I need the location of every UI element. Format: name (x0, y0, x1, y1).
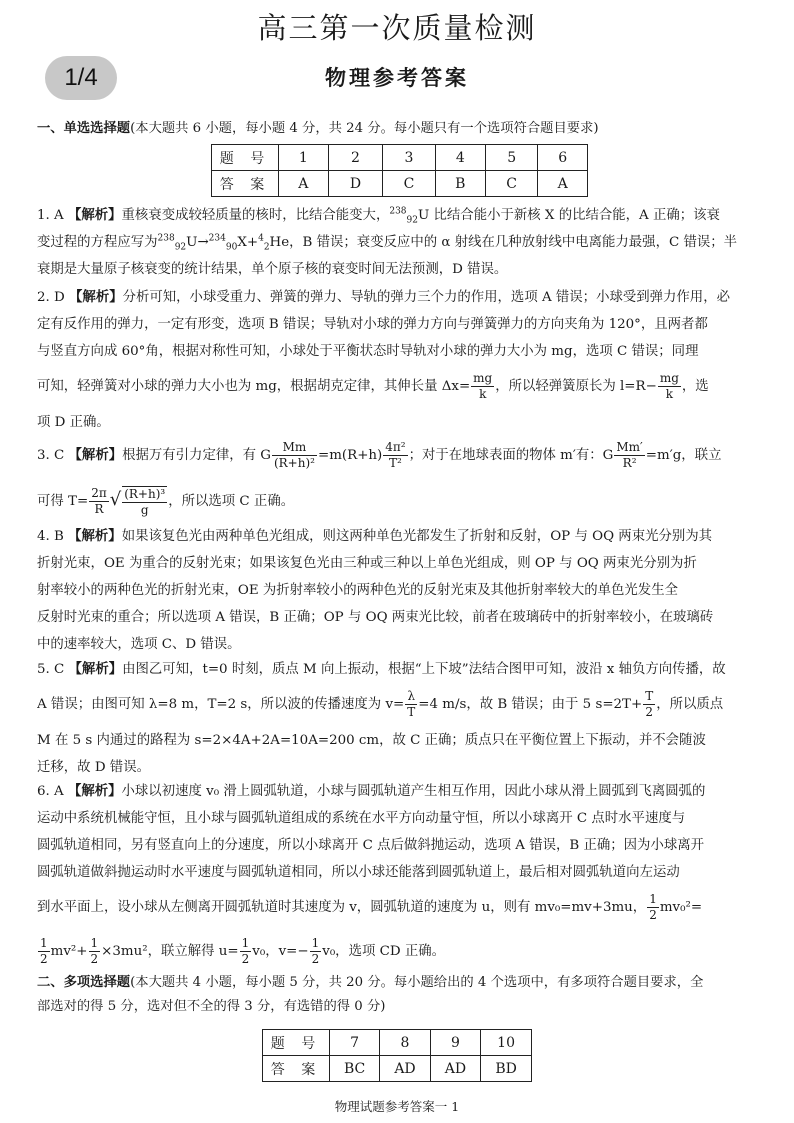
question-number: 2. D (37, 290, 65, 305)
fraction: $\frac{2\pi}{R}$ (91, 486, 107, 516)
fraction: $\frac{1}{2}$ (241, 936, 250, 966)
table-header-cell: 答 案 (263, 1056, 330, 1082)
answer-table-2 (262, 1029, 532, 1082)
analysis-label: 【解析】 (68, 662, 123, 677)
exam-title: 高三第一次质量检测 (257, 11, 537, 45)
section-2-desc: (本大题共 4 小题，每小题 5 分，共 20 分。每小题给出的 4 个选项中，有多项符合题目要求，全 (130, 975, 704, 990)
analysis-label: 【解析】 (67, 208, 122, 223)
table-cell: 4 (435, 145, 485, 171)
analysis-label: 【解析】 (68, 448, 123, 463)
table-header-cell: 题 号 (212, 145, 279, 171)
table-header-cell: 题 号 (263, 1030, 330, 1056)
table-cell: A (538, 171, 588, 197)
fraction: $\frac{\text{4π²}}{\text{T²}}$ (385, 440, 406, 470)
question-2: 2. D 【解析】分析可知，小球受重力、弹簧的弹力、导轨的弹力三个力的作用，选项 A 错误；小球受到弹力作用，必 定有反作用的弹力，一定有形变，选项 B 错误；导轨对小球的弹力方向与弹簧弹力的方向夹角为 120°，且两者都 与竖直方向成 60°角，根据对称性可知，小球处于平衡状态时导轨对小球的弹力大小为 mg，选项 C 错误；同理 可知，轻弹簧对小球的弹力大小也为 mg，根据胡克定律，其伸长量 Δx= $\frac{mg}{k}$ ，所以轻弹簧原长为 l=R− $\frac{mg}{k}$ ，选 项 D 正确。 (37, 284, 767, 436)
table-row (212, 171, 588, 197)
answer-table-1 (211, 144, 588, 197)
fraction: $\frac{Mm}{\text{(R+h)²}}$ (273, 440, 315, 470)
table-cell: AD (380, 1056, 430, 1082)
analysis-label: 【解析】 (68, 529, 122, 544)
table-cell: 3 (383, 145, 435, 171)
question-5: 5. C 【解析】由图乙可知，t=0 时刻，质点 M 向上振动，根据“上下坡”法结合图甲可知，波沿 x 轴负方向传播，故 A 错误；由图可知 λ=8 m，T=2 s，所以波的传播速度为 v= $\frac{\lambda}{T}$ =4 m/s，故 B 错误；由于 5 s=2T+ $\frac{T}{2}$ ，所以质点 M 在 5 s 内通过的路程为 s=2×4A+2A=10A=200 cm，故 C 正确；质点只在平衡位置上下振动，并不会随波 迁移，故 D 错误。 (37, 656, 767, 781)
question-number: 1. A (37, 208, 64, 223)
page-badge: 1/4 (45, 56, 117, 100)
fraction: $\frac{\lambda}{T}$ (407, 689, 416, 719)
page-footer: 物理试题参考答案一 1 (334, 1099, 460, 1114)
table-row (263, 1056, 532, 1082)
table-cell: A (279, 171, 329, 197)
table-cell: AD (430, 1056, 480, 1082)
fraction: $\frac{mg}{k}$ (473, 371, 493, 401)
fraction: $\frac{mg}{k}$ (659, 371, 679, 401)
table-cell: D (328, 171, 383, 197)
question-3: 3. C 【解析】根据万有引力定律，有 G $\frac{Mm}{\text{(R+h)²}}$ =m(R+h) $\frac{\text{4π²}}{\text{T²}}$ ；对于在地球表面的物体 m′有：G $\frac{Mm'}{\text{R²}}$ =m′g，联立 可得 T= $\frac{2\pi}{R}$ √ $\frac{\text{(R+h)³}}{g}$ ，所以选项 C 正确。 (37, 434, 767, 522)
section-2-desc-line2: 部选对的得 5 分，选对但不全的得 3 分，有选错的得 0 分) (37, 999, 386, 1014)
fraction: $\frac{1}{2}$ (40, 936, 48, 966)
analysis-label: 【解析】 (69, 290, 123, 305)
question-4: 4. B 【解析】如果该复色光由两种单色光组成，则这两种单色光都发生了折射和反射，OP 与 OQ 两束光分别为其 折射光束，OE 为重合的反射光束；如果该复色光由三种或三种以上单色光组成，则 OP 与 OQ 两束光分别为折 射率较小的两种色光的折射光束，OE 为折射率较小的两种色光的反射光束及其他折射率较大的单色光发生全 反射时光束的重合；所以选项 A 错误，B 正确；OP 与 OQ 两束光比较，前者在玻璃砖中的折射率较小，在玻璃砖 中的速率较大，选项 C、D 错误。 (37, 523, 767, 658)
table-row (263, 1030, 532, 1056)
section-1-title: 一、单选选择题 (37, 121, 131, 136)
fraction: $\frac{1}{2}$ (90, 936, 99, 966)
section-2-heading (37, 972, 767, 994)
question-1: 1. A 【解析】重核衰变成较轻质量的核时，比结合能变大，$^{238}_{92}$U 比结合能小于新核 X 的比结合能，A 正确；该衰 变过程的方程应写为$^{238}_{92}$U→$^{234}_{90}$X+$^4_2$He，B 错误；衰变反应中的 α 射线在几种放射线中电离能力最强，C 错误；半 衰期是大量原子核衰变的统计结果，单个原子核的衰变时间无法预测，D 错误。 (37, 202, 767, 283)
table-cell: BD (481, 1056, 532, 1082)
table-cell: 10 (481, 1030, 532, 1056)
table-cell: 6 (538, 145, 588, 171)
question-number: 6. A (37, 784, 64, 799)
table-cell: 5 (486, 145, 538, 171)
table-cell: B (435, 171, 485, 197)
table-cell: C (486, 171, 538, 197)
table-cell: 8 (380, 1030, 430, 1056)
table-cell: C (383, 171, 435, 197)
sqrt-sign: √ (109, 489, 122, 510)
fraction: $\frac{\text{(R+h)³}}{g}$ (124, 486, 166, 517)
fraction: $\frac{1}{2}$ (649, 892, 657, 922)
table-header-cell: 答 案 (212, 171, 279, 197)
question-6: 6. A 【解析】小球以初速度 v₀ 滑上圆弧轨道，小球与圆弧轨道产生相互作用，因此小球从滑上圆弧到飞离圆弧的 运动中系统机械能守恒，且小球与圆弧轨道组成的系统在水平方向动量守恒，所以小球离开 C 点时水平速度与 圆弧轨道相同，另有竖直向上的分速度，所以小球离开 C 点后做斜抛运动，选项 A 错误，B 正确；因为小球离开 圆弧轨道做斜抛运动时水平速度与圆弧轨道相同，所以小球还能落到圆弧轨道上，最后相对圆弧轨道向左运动 到水平面上，设小球从左侧离开圆弧轨道时其速度为 v，圆弧轨道的速度为 u，则有 mv₀=mv+3mu， $\frac{1}{2}$ mv₀²= $\frac{1}{2}$ mv²+ $\frac{1}{2}$ ×3mu²，联立解得 u= $\frac{1}{2}$ v₀，v=− $\frac{1}{2}$ v₀，选项 CD 正确。 (37, 778, 767, 974)
section-2-title: 二、多项选择题 (37, 975, 131, 990)
question-number: 5. C (37, 662, 65, 677)
fraction: $\frac{T}{2}$ (645, 689, 654, 719)
question-number: 4. B (37, 529, 64, 544)
section-1-heading (37, 118, 767, 140)
section-1-desc: (本大题共 6 小题，每小题 4 分，共 24 分。每小题只有一个选项符合题目要求) (130, 121, 599, 136)
table-row (212, 145, 588, 171)
table-cell: BC (330, 1056, 380, 1082)
table-cell: 2 (328, 145, 383, 171)
page-subtitle: 物理参考答案 (325, 66, 469, 90)
table-cell: 7 (330, 1030, 380, 1056)
question-number: 3. C (37, 448, 65, 463)
fraction: $\frac{Mm'}{\text{R²}}$ (616, 440, 643, 470)
analysis-label: 【解析】 (67, 784, 122, 799)
table-cell: 9 (430, 1030, 480, 1056)
table-cell: 1 (279, 145, 329, 171)
fraction: $\frac{1}{2}$ (311, 936, 320, 966)
